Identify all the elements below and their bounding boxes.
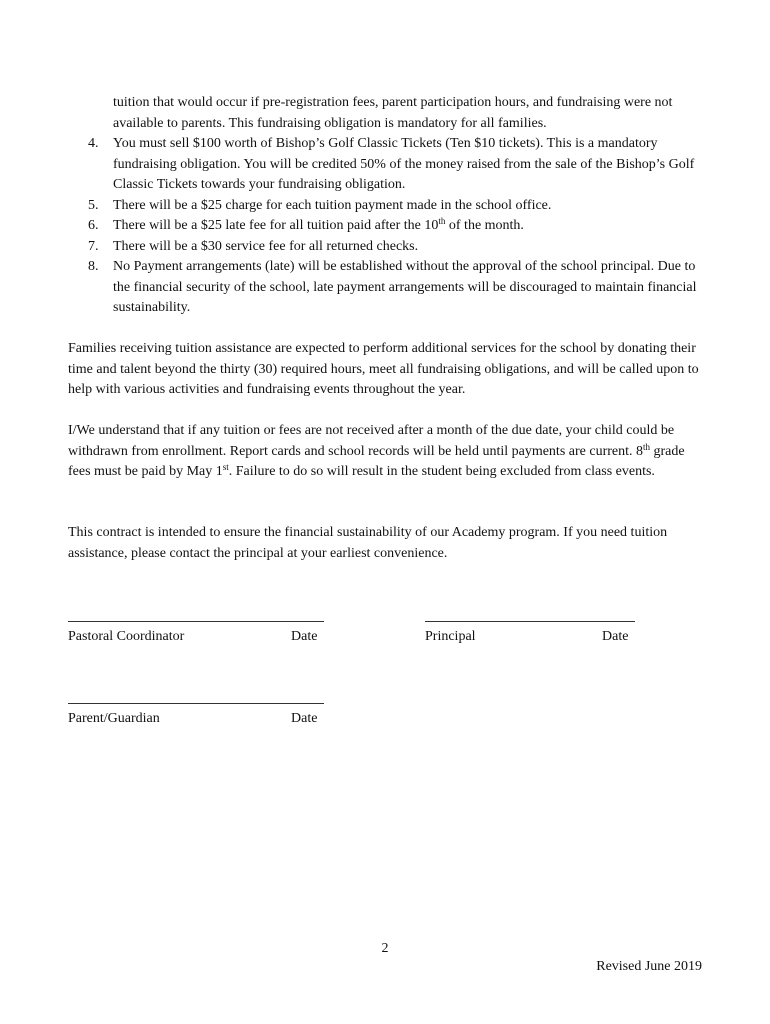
list-item-text-end: of the month. xyxy=(445,218,524,233)
withdrawal-paragraph xyxy=(68,421,708,483)
date-label: Date xyxy=(602,629,629,644)
date-label: Date xyxy=(291,711,318,726)
contract-paragraph: This contract is intended to ensure the financial sustainability of our Academy program. If you need tuition assistance, please contact the principal at your earliest convenience. xyxy=(68,525,668,561)
withdrawal-text-b: grade fees must be paid by May 1 xyxy=(68,443,685,479)
list-item-text: There will be a $30 service fee for all returned checks. xyxy=(113,238,419,254)
list-item-text: There will be a $25 late fee for all tuition paid after the 10 xyxy=(113,218,439,233)
list-item xyxy=(68,196,708,217)
list-item-text: There will be a $25 charge for each tuition payment made in the school office. xyxy=(113,197,552,213)
tuition-assistance-paragraph: Families receiving tuition assistance are expected to perform additional services for the school by donating their time and talent beyond the thirty (30) required hours, meet all fundraising obligations, and will be called upon to help with various activities and fundraising events throughout the year. xyxy=(68,341,699,397)
superscript: st xyxy=(222,462,229,472)
list-item xyxy=(68,237,708,258)
list-item-text: You must sell $100 worth of Bishop’s Golf Classic Tickets (Ten $10 tickets). This is a mandatory fundraising obligation. You will be credited 50% of the money raised from the sale of the Bishop’s Golf Classic Tickets towards your fundraising obligation. xyxy=(113,136,695,192)
list-item xyxy=(68,216,708,237)
date-label: Date xyxy=(291,629,318,644)
superscript: th xyxy=(643,441,651,452)
list-number: 7. xyxy=(88,238,99,254)
list-item-text: No Payment arrangements (late) will be established without the approval of the school principal. Due to the financial security of the school, late payment arrangements will be discouraged to maintain financial sustainability. xyxy=(113,259,697,315)
revised-date: Revised June 2019 xyxy=(596,959,702,974)
list-item xyxy=(68,257,708,319)
withdrawal-text-c: . Failure to do so will result in the student being excluded from class events. xyxy=(228,464,655,479)
signature-line xyxy=(68,621,324,622)
continuation-text: tuition that would occur if pre-registration fees, parent participation hours, and fundraising were not available to parents. This fundraising obligation is mandatory for all families. xyxy=(113,95,673,131)
list-number: 6. xyxy=(88,218,99,233)
parent-signature-block xyxy=(68,703,324,726)
superscript: th xyxy=(438,216,446,226)
page-number: 2 xyxy=(381,941,389,956)
signature-line xyxy=(68,703,324,704)
signature-line xyxy=(425,621,635,622)
list-number: 5. xyxy=(88,197,99,213)
parent-guardian-label: Parent/Guardian xyxy=(68,711,160,726)
pastoral-coordinator-label: Pastoral Coordinator xyxy=(68,629,185,644)
list-number: 4. xyxy=(88,136,99,151)
principal-label: Principal xyxy=(425,629,476,644)
list-number: 8. xyxy=(88,259,99,274)
principal-signature-block xyxy=(425,621,635,644)
pastoral-signature-block xyxy=(68,621,324,644)
withdrawal-text-a: I/We understand that if any tuition or fees are not received after a month of the due date, your child could be withdrawn from enrollment. Report cards and school records will be held until payments are current. 8 xyxy=(68,423,675,459)
numbered-list xyxy=(68,134,708,319)
list-item xyxy=(68,134,708,196)
